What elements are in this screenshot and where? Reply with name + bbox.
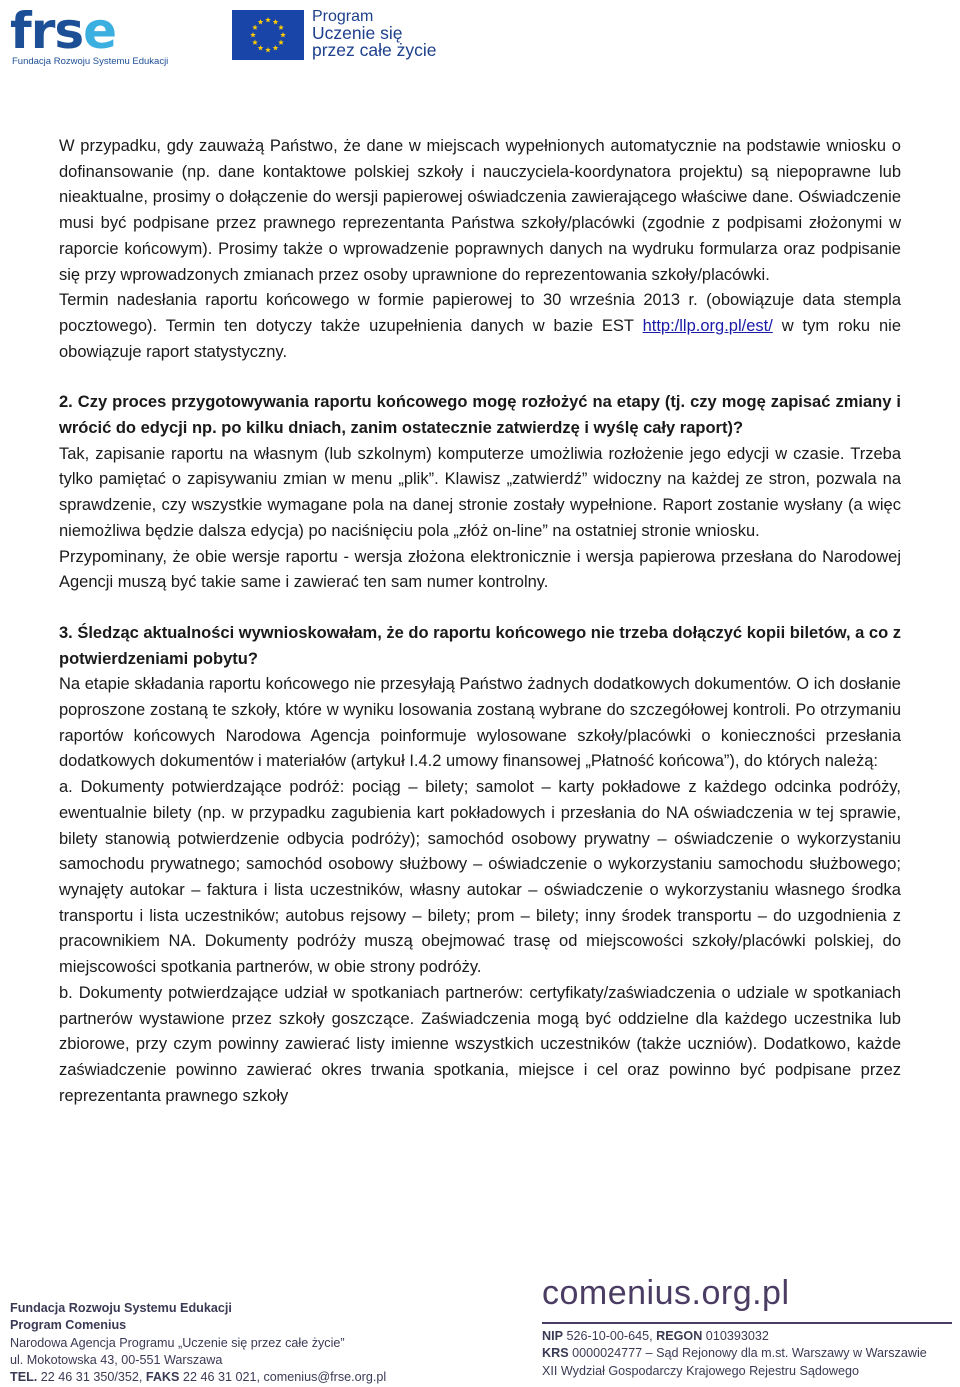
footer-program-name: Program Comenius [10,1318,127,1333]
paragraph-gap [59,365,901,390]
deadline-text-end: w tym roku nie obowiązuje raport statystyczny. [59,316,901,361]
eu-flag-icon [232,10,304,60]
footer-divider [542,1322,952,1324]
page-header [0,0,960,90]
paragraph-data-correction: W przypadku, gdy zauważą Państwo, że dane w miejscach wypełnionych automatycznie na podstawie wniosku o dofinansowanie (np. dane kontaktowe polskiej szkoły i nauczyciela-koordynatora projektu) są niepoprawne lub nieaktualne, prosimy o dołączenie do wersji papierowej oświadczenia zawierającego właściwe dane. Oświadczenie musi być podpisane przez prawnego reprezentanta Państwa szkoły/placówki (zgodnie z podpisami złożonymi w raporcie końcowym). Prosimy także o wprowadzenie poprawnych danych na wydruku formularza oraz podpisanie się przy wprowadzonych zmianach przez osoby uprawnione do reprezentowania szkoły/placówki. [59,137,901,284]
frse-logo [10,4,170,66]
footer-tel: 22 46 31 350/352, [37,1370,146,1385]
program-name-line1: Uczenie się [312,23,403,43]
program-name-line2: przez całe życie [312,40,437,60]
program-label: Program [312,8,374,25]
footer-nip: 526-10-00-645, [563,1329,657,1343]
frse-logo-letter-e: e [83,2,117,60]
answer-3-paragraph-1: Na etapie składania raportu końcowego nie przesyłają Państwo żadnych dodatkowych dokumentów. O ich dosłanie poproszone zostaną te szkoły, które w wyniku losowania zostaną wybrane do szczegółowej kontroli. Po otrzymaniu raportów końcowych Narodowa Agencja poinformuje wylosowane szkoły/placówki o konieczności przesłania dodatkowych dokumentów i materiałów (artykuł I.4.2 umowy finansowej „Płatność końcowa”), do których należą: [59,675,901,771]
footer-site: comenius.org.pl [542,1274,790,1312]
footer-krs-line [542,1345,952,1362]
frse-logo-subtitle: Fundacja Rozwoju Systemu Edukacji [12,56,169,67]
answer-3-item-b: b. Dokumenty potwierdzające udział w spotkaniach partnerów: certyfikaty/zaświadczenia o udziale w spotkaniach partnerów wystawione przez szkoły goszczące. Zaświadczenia mogą być oddzielne dla każdego uczestnika lub zbiorowe, przy czym powinny zawierać listy imienne wszystkich uczestników (także uczniów). Dodatkowo, każde zaświadczenie powinno zawierać okres trwania spotkania, miejsce i cel oraz powinno być podpisane przez reprezentanta prawnego szkoły [59,983,901,1105]
footer-registry [542,1274,952,1380]
footer-org-name: Fundacja Rozwoju Systemu Edukacji [10,1301,232,1315]
footer-nip-line [542,1328,952,1345]
footer-fax: 22 46 31 021, comenius@frse.org.pl [179,1370,387,1385]
footer-phone-line [10,1369,386,1386]
footer-contact [10,1300,386,1386]
footer-fax-label: FAKS [145,1370,180,1385]
footer-regon-label: REGON [656,1329,703,1343]
page-footer [0,1270,960,1387]
footer-nip-label: NIP [542,1329,563,1343]
frse-logo-mark [10,4,116,58]
answer-3-item-a: a. Dokumenty potwierdzające podróż: pociąg – bilety; samolot – karty pokładowe z każdego odcinka podróży, ewentualnie bilety (np. w przypadku zagubienia kart pokładowych i przesłania do NA oświadczenia w tej sprawie, bilety stanowią potwierdzenie odbycia podróży); samochód osobowy prywatny – oświadczenie o wykorzystaniu samochodu prywatnego; samochód osobowy służbowy – oświadczenie o wykorzystaniu samochodu służbowego; wynajęty autokar – faktura i lista uczestników, własny autokar – oświadczenie o wykorzystaniu własnego środka transportu i lista uczestników; autobus rejsowy – bilety; prom – bilety; inny środek transportu – do uzgodnienia z pracownikiem NA. Dokumenty podróży muszą obejmować trasę od miejscowości szkoły/placówki polskiej, do miejscowości spotkania partnerów, w obie strony podróży. [59,778,901,977]
footer-krs-label: KRS [542,1346,569,1361]
question-2: 2. Czy proces przygotowywania raportu końcowego mogę rozłożyć na etapy (tj. czy mogę zapisać zmiany i wrócić do edycji np. po kilku dniach, zanim ostatecznie zatwierdzę i wyślę cały raport)? [59,393,901,438]
footer-court-dept: XII Wydział Gospodarczy Krajowego Rejestru Sądowego [542,1363,859,1378]
document-body [59,134,901,1109]
program-logo [312,8,437,59]
footer-krs: 0000024777 – Sąd Rejonowy dla m.st. Warszawy w Warszawie [568,1346,927,1361]
paragraph-deadline [59,288,901,365]
answer-2-paragraph-2: Przypominany, że obie wersje raportu - wersja złożona elektronicznie i wersja papierowa przesłana do Narodowej Agencji muszą być takie same i zawierać ten sam numer kontrolny. [59,547,901,592]
answer-2-paragraph-1: Tak, zapisanie raportu na własnym (lub szkolnym) komputerze umożliwia rozłożenie jego edycji w czasie. Trzeba tylko pamiętać o zapisywaniu zmian w menu „plik”. Klawisz „zatwierdź” widoczny na każdej ze stron, pozwala na sprawdzenie, czy wszystkie wymagane pola na danej stronie zostały wypełnione. Raport zostanie wysłany (a więc niemożliwa będzie dalsza edycja) po naciśnięciu pola „złóż on-line” na ostatniej stronie wniosku. [59,444,901,540]
paragraph-gap [59,596,901,621]
deadline-text: Termin nadesłania raportu końcowego w formie papierowej to 30 września 2013 r. (obowiązuje data stempla pocztowego). Termin ten dotyczy także uzupełnienia danych w bazie EST [59,291,901,335]
question-3: 3. Śledząc aktualności wywnioskowałam, że do raportu końcowego nie trzeba dołączyć kopii biletów, a co z potwierdzeniami pobytu? [59,623,902,668]
footer-address: ul. Mokotowska 43, 00-551 Warszawa [10,1352,223,1367]
footer-tel-label: TEL. [10,1370,38,1385]
footer-regon: 010393032 [702,1329,769,1343]
footer-agency: Narodowa Agencja Programu „Uczenie się przez całe życie” [10,1335,345,1350]
frse-logo-text: frse [10,2,117,60]
est-link[interactable]: http:/llp.org.pl/est/ [642,316,773,335]
